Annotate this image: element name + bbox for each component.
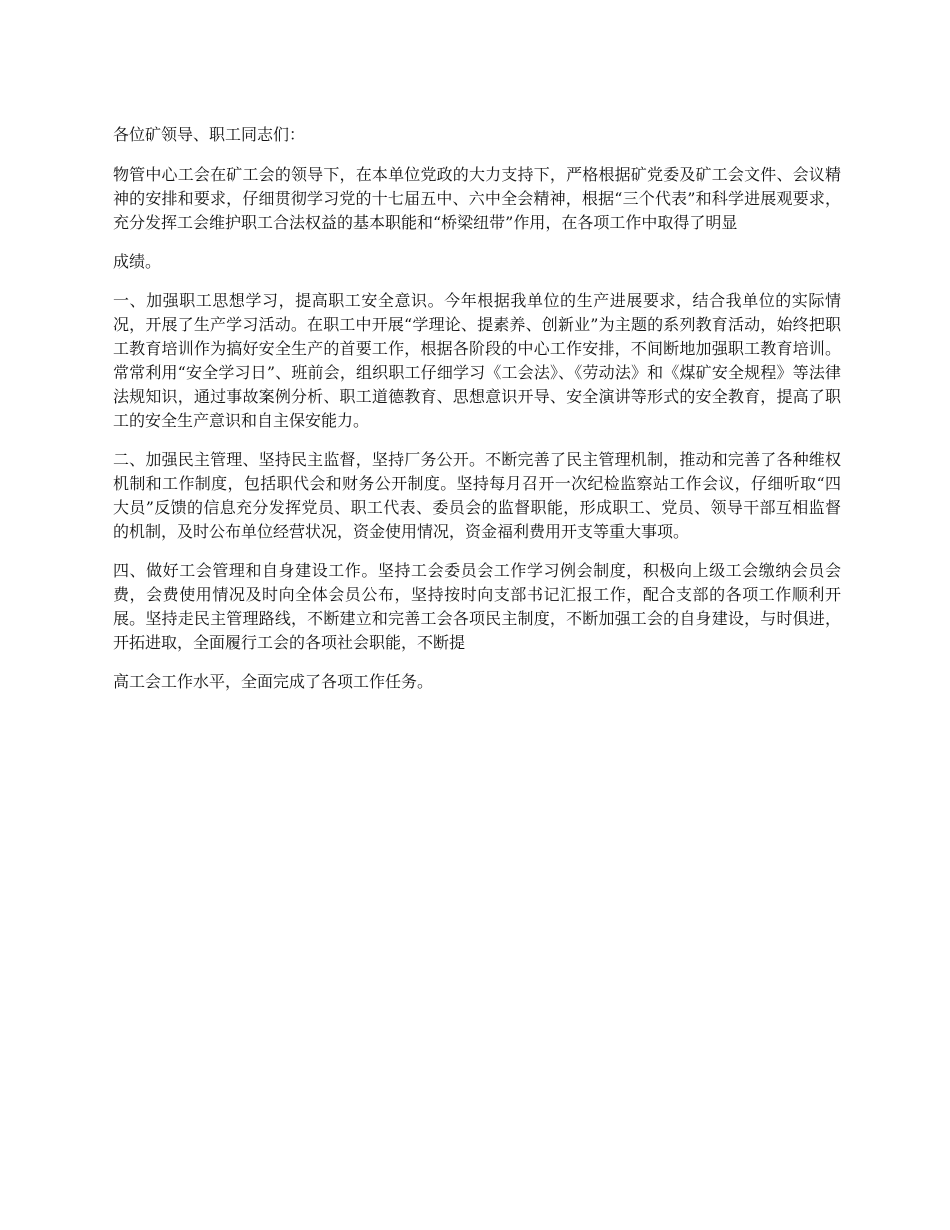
- paragraph-section-four: 四、做好工会管理和自身建设工作。坚持工会委员会工作学习例会制度，积极向上级工会缴纳会员会费，会费使用情况及时向全体会员公布，坚持按时向支部书记汇报工作，配合支部的各项工作顺利开展。坚持走民主管理路线，不断建立和完善工会各项民主制度，不断加强工会的自身建设，与时俱进，开拓进取，全面履行工会的各项社会职能，不断提: [113, 561, 841, 652]
- paragraph-section-four-continued: 高工会工作水平，全面完成了各项工作任务。: [113, 672, 434, 691]
- document-page: [113, 123, 841, 709]
- paragraph-intro: 物管中心工会在矿工会的领导下，在本单位党政的大力支持下，严格根据矿党委及矿工会文件、会议精神的安排和要求，仔细贯彻学习党的十七届五中、六中全会精神，根据“三个代表”和科学进展观要求，充分发挥工会维护职工合法权益的基本职能和“桥梁纽带”作用，在各项工作中取得了明显: [113, 165, 841, 232]
- paragraph-intro-continued: 成绩。: [113, 252, 162, 271]
- paragraph-section-two: 二、加强民主管理、坚持民主监督，坚持厂务公开。不断完善了民主管理机制，推动和完善了各种维权机制和工作制度，包括职代会和财务公开制度。坚持每月召开一次纪检监察站工作会议，仔细听取“四大员”反馈的信息充分发挥党员、职工代表、委员会的监督职能，形成职工、党员、领导干部互相监督的机制，及时公布单位经营状况，资金使用情况，资金福利费用开支等重大事项。: [113, 450, 841, 541]
- paragraph-section-one: 一、加强职工思想学习，提高职工安全意识。今年根据我单位的生产进展要求，结合我单位的实际情况，开展了生产学习活动。在职工中开展“学理论、提素养、创新业”为主题的系列教育活动，始终把职工教育培训作为搞好安全生产的首要工作，根据各阶段的中心工作安排，不间断地加强职工教育培训。常常利用“安全学习日”、班前会，组织职工仔细学习《工会法》、《劳动法》和《煤矿安全规程》等法律法规知识，通过事故案例分析、职工道德教育、思想意识开导、安全演讲等形式的安全教育，提高了职工的安全生产意识和自主保安能力。: [113, 291, 841, 430]
- salutation: 各位矿领导、职工同志们：: [113, 125, 306, 144]
